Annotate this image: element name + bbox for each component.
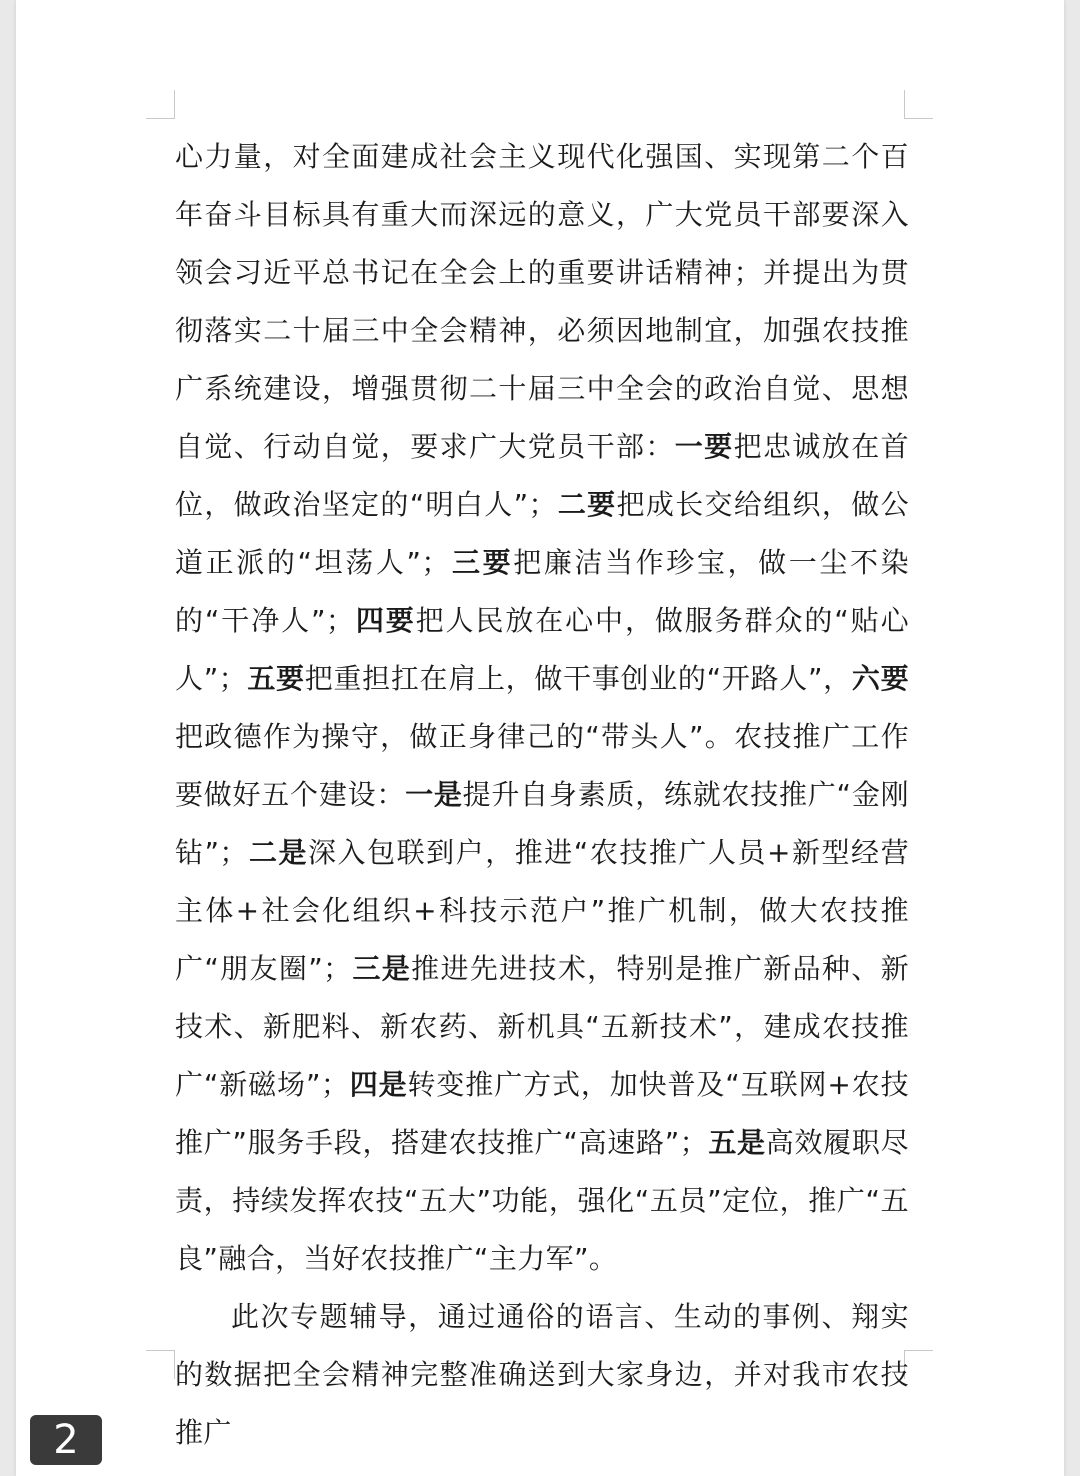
margin-corner-bottom-left	[146, 1350, 175, 1379]
bold-run: 四是	[349, 1068, 408, 1101]
text-run: 把廉洁当作珍宝，做一尘不染的“干净人”；	[175, 546, 909, 637]
margin-corner-top-left	[146, 90, 175, 119]
page-number-badge: 2	[30, 1415, 102, 1465]
bold-run: 六要	[851, 662, 909, 695]
bold-run: 三是	[351, 952, 412, 985]
text-run: 把重担扛在肩上，做干事创业的“开路人”，	[304, 662, 852, 695]
paragraph-2: 此次专题辅导，通过通俗的语言、生动的事例、翔实的数据把全会精神完整准确送到大家身边，并对我市农技推广	[175, 1300, 909, 1449]
bold-run: 一是	[405, 778, 463, 811]
document-page	[16, 0, 1064, 1476]
text-run: 提升自身素质，练就农技推广“金刚钻”；	[175, 778, 909, 869]
document-body	[175, 128, 909, 1462]
text-run: 推进先进技术，特别是推广新品种、新技术、新肥料、新农药、新机具“五新技术”，建成农技推广“新磁场”；	[175, 952, 909, 1101]
text-run: 深入包联到户，推进“农技推广人员+新型经营主体+社会化组织+科技示范户”推广机制，做大农技推广“朋友圈”；	[175, 836, 909, 985]
bold-run: 三要	[449, 546, 514, 579]
text-run: 把成长交给组织，做公道正派的“坦荡人”；	[175, 488, 909, 579]
text-run: 把人民放在心中，做服务群众的“贴心人”；	[175, 604, 909, 695]
bold-run: 五要	[247, 662, 305, 695]
text-run: 转变推广方式，加快普及“互联网+农技推广”服务手段，搭建农技推广“高速路”；	[175, 1068, 909, 1159]
bold-run: 二要	[556, 488, 617, 521]
text-run: 把忠诚放在首位，做政治坚定的“明白人”；	[175, 430, 909, 521]
text-run: 高效履职尽责，持续发挥农技“五大”功能，强化“五员”定位，推广“五良”融合，当好农技推广“主力军”。	[175, 1126, 909, 1275]
bold-run: 四要	[354, 604, 416, 637]
text-run: 把政德作为操守，做正身律己的“带头人”。农技推广工作要做好五个建设：	[175, 720, 909, 811]
text-run: 心力量，对全面建成社会主义现代化强国、实现第二个百年奋斗目标具有重大而深远的意义，广大党员干部要深入领会习近平总书记在全会上的重要讲话精神；并提出为贯彻落实二十届三中全会精神，必须因地制宜，加强农技推广系统建设，增强贯彻二十届三中全会的政治自觉、思想自觉、行动自觉，要求广大党员干部：	[175, 140, 909, 463]
paragraph-1	[175, 128, 909, 1288]
bold-run: 二是	[247, 836, 309, 869]
bold-run: 一要	[674, 430, 734, 463]
bold-run: 五是	[708, 1126, 766, 1159]
margin-corner-top-right	[904, 90, 933, 119]
